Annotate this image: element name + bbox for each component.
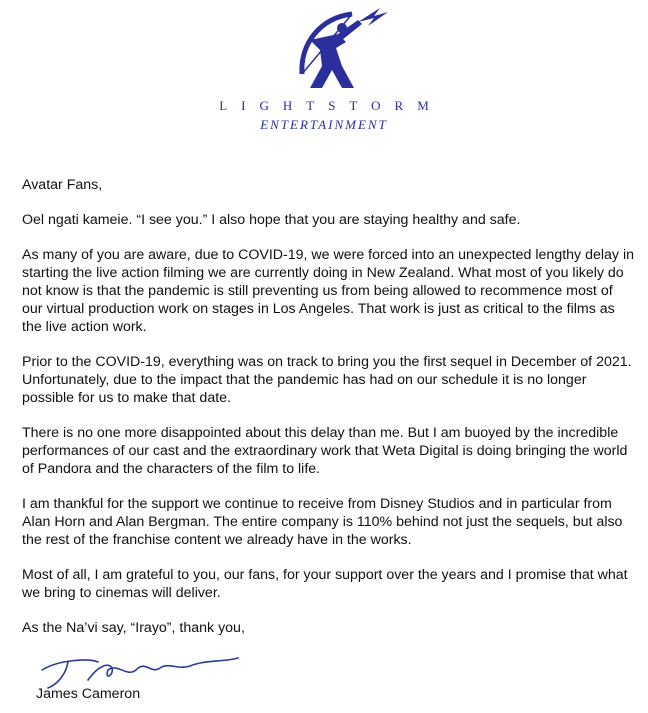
salutation: Avatar Fans, xyxy=(22,177,103,193)
paragraph-6: Most of all, I am grateful to you, our fans, for your support over the years and I promise that what we bring to cinemas will deliver. xyxy=(22,567,628,601)
paragraph-4: There is no one more disappointed about this delay than me. But I am buoyed by the incredible performances of our cast and the extraordinary work that Weta Digital is doing bringing the world of Pandora and the characters of the film to life. xyxy=(22,425,628,477)
closing: As the Na’vi say, “Irayo”, thank you, xyxy=(22,620,245,636)
logo-wordmark-top: LIGHTSTORM xyxy=(219,98,443,113)
paragraph-3: Prior to the COVID-19, everything was on track to bring you the first sequel in December of 2021. Unfortunately, due to the impact that the pandemic has had on our schedule it is no longer possible for us to make that date. xyxy=(22,354,632,406)
paragraph-5: I am thankful for the support we continue to receive from Disney Studios and in particular from Alan Horn and Alan Bergman. The entire company is 110% behind not just the sequels, but also the rest of the franchise content we already have in the works. xyxy=(22,496,623,548)
lightstorm-logo xyxy=(0,0,648,140)
signer-name: James Cameron xyxy=(36,686,141,702)
paragraph-2: As many of you are aware, due to COVID-19, we were forced into an unexpected lengthy delay in starting the live action filming we are currently doing in New Zealand. What most of you likely do not know is that the pandemic is still preventing us from being allowed to recommence most of our virtual production work on stages in Los Angeles. That work is just as critical to the films as the live action work. xyxy=(22,247,634,335)
archer-with-lightning-bolt-icon xyxy=(280,4,392,92)
letter-body xyxy=(22,176,634,654)
logo-wordmark-bottom: ENTERTAINMENT xyxy=(260,117,388,132)
paragraph-1: Oel ngati kameie. “I see you.” I also hope that you are staying healthy and safe. xyxy=(22,212,521,228)
